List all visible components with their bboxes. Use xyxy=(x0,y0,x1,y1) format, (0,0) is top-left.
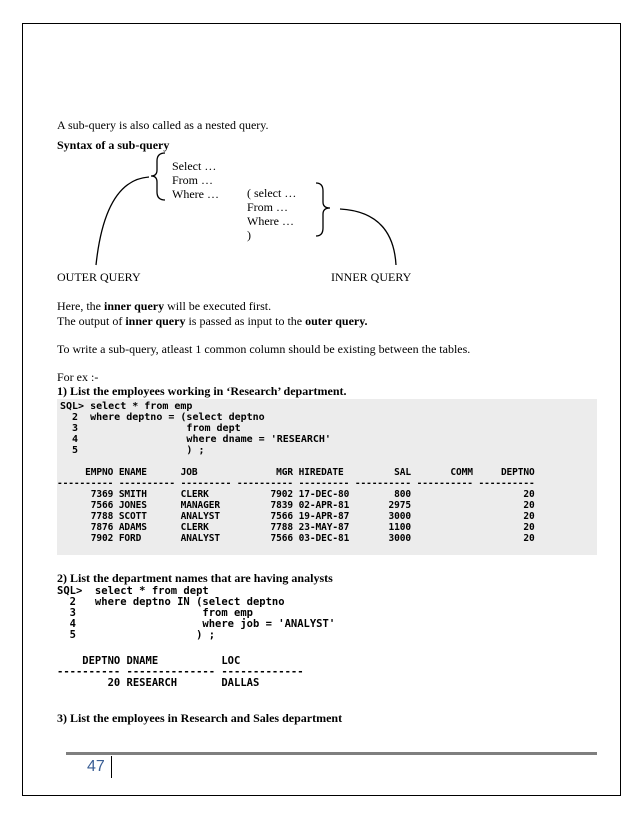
q2-sql-line: 2 where deptno IN (select deptno xyxy=(57,596,285,608)
table-row: 7566 JONES MANAGER 7839 02-APR-81 2975 20 xyxy=(57,500,535,511)
common-column-note: To write a sub-query, atleast 1 common column should be existing between the tables. xyxy=(57,342,471,356)
q1-sql-line: 3 from dept xyxy=(60,423,241,434)
q1-sql-line: 2 where deptno = (select deptno xyxy=(60,412,265,423)
outer-where: Where … xyxy=(172,187,219,201)
inner-close: ) xyxy=(247,228,251,242)
outer-from: From … xyxy=(172,173,214,187)
inner-query-label: INNER QUERY xyxy=(331,270,412,284)
inner-where: Where … xyxy=(247,214,294,228)
outer-arc xyxy=(96,177,149,265)
page-number: 47 xyxy=(87,758,105,775)
syntax-heading: Syntax of a sub-query xyxy=(57,138,170,152)
table-row: 7902 FORD ANALYST 7566 03-DEC-81 3000 20 xyxy=(57,533,535,544)
q2-heading: 2) List the department names that are having analysts xyxy=(57,571,333,585)
q1-heading: 1) List the employees working in ‘Research’ department. xyxy=(57,384,347,398)
q1-sql-output xyxy=(57,399,597,555)
inner-from: From … xyxy=(247,200,289,214)
exec-line: Here, the inner query will be executed first. xyxy=(57,299,272,313)
q2-sql-line: 3 from emp xyxy=(57,607,253,619)
for-example-label: For ex :- xyxy=(57,370,99,384)
outer-query-label: OUTER QUERY xyxy=(57,270,141,284)
q1-sql-line: 4 where dname = 'RESEARCH' xyxy=(60,434,331,445)
q1-table-header: EMPNO ENAME JOB MGR HIREDATE SAL COMM DEPTNO xyxy=(57,467,535,478)
outer-select: Select … xyxy=(172,159,217,173)
table-row: 7369 SMITH CLERK 7902 17-DEC-80 800 20 xyxy=(57,489,535,500)
footer-rule xyxy=(66,752,597,755)
outer-brace xyxy=(151,153,165,200)
inner-arc xyxy=(340,209,396,265)
page-number-divider xyxy=(111,756,112,778)
q1-table-rule: ---------- ---------- --------- ---------- --------- ---------- ---------- ---------- xyxy=(57,478,535,489)
output-line: The output of inner query is passed as input to the outer query. xyxy=(57,314,368,328)
q2-table-header: DEPTNO DNAME LOC xyxy=(57,655,241,667)
q2-table-rule: ---------- -------------- ------------- xyxy=(57,666,304,678)
q1-sql-line: 5 ) ; xyxy=(60,445,205,456)
q3-heading: 3) List the employees in Research and Sales department xyxy=(57,711,343,725)
q2-sql-line: 4 where job = 'ANALYST' xyxy=(57,618,336,630)
q2-sql-output xyxy=(57,586,357,696)
table-row: 7788 SCOTT ANALYST 7566 19-APR-87 3000 20 xyxy=(57,511,535,522)
q1-sql-line: SQL> select * from emp xyxy=(60,401,193,412)
inner-brace xyxy=(316,183,330,236)
q2-sql-line: 5 ) ; xyxy=(57,629,216,641)
inner-select: ( select … xyxy=(247,186,297,200)
q2-sql-line: SQL> select * from dept xyxy=(57,585,209,597)
table-row: 7876 ADAMS CLERK 7788 23-MAY-87 1100 20 xyxy=(57,522,535,533)
intro-text: A sub-query is also called as a nested query. xyxy=(57,118,269,132)
table-row: 20 RESEARCH DALLAS xyxy=(57,677,260,689)
